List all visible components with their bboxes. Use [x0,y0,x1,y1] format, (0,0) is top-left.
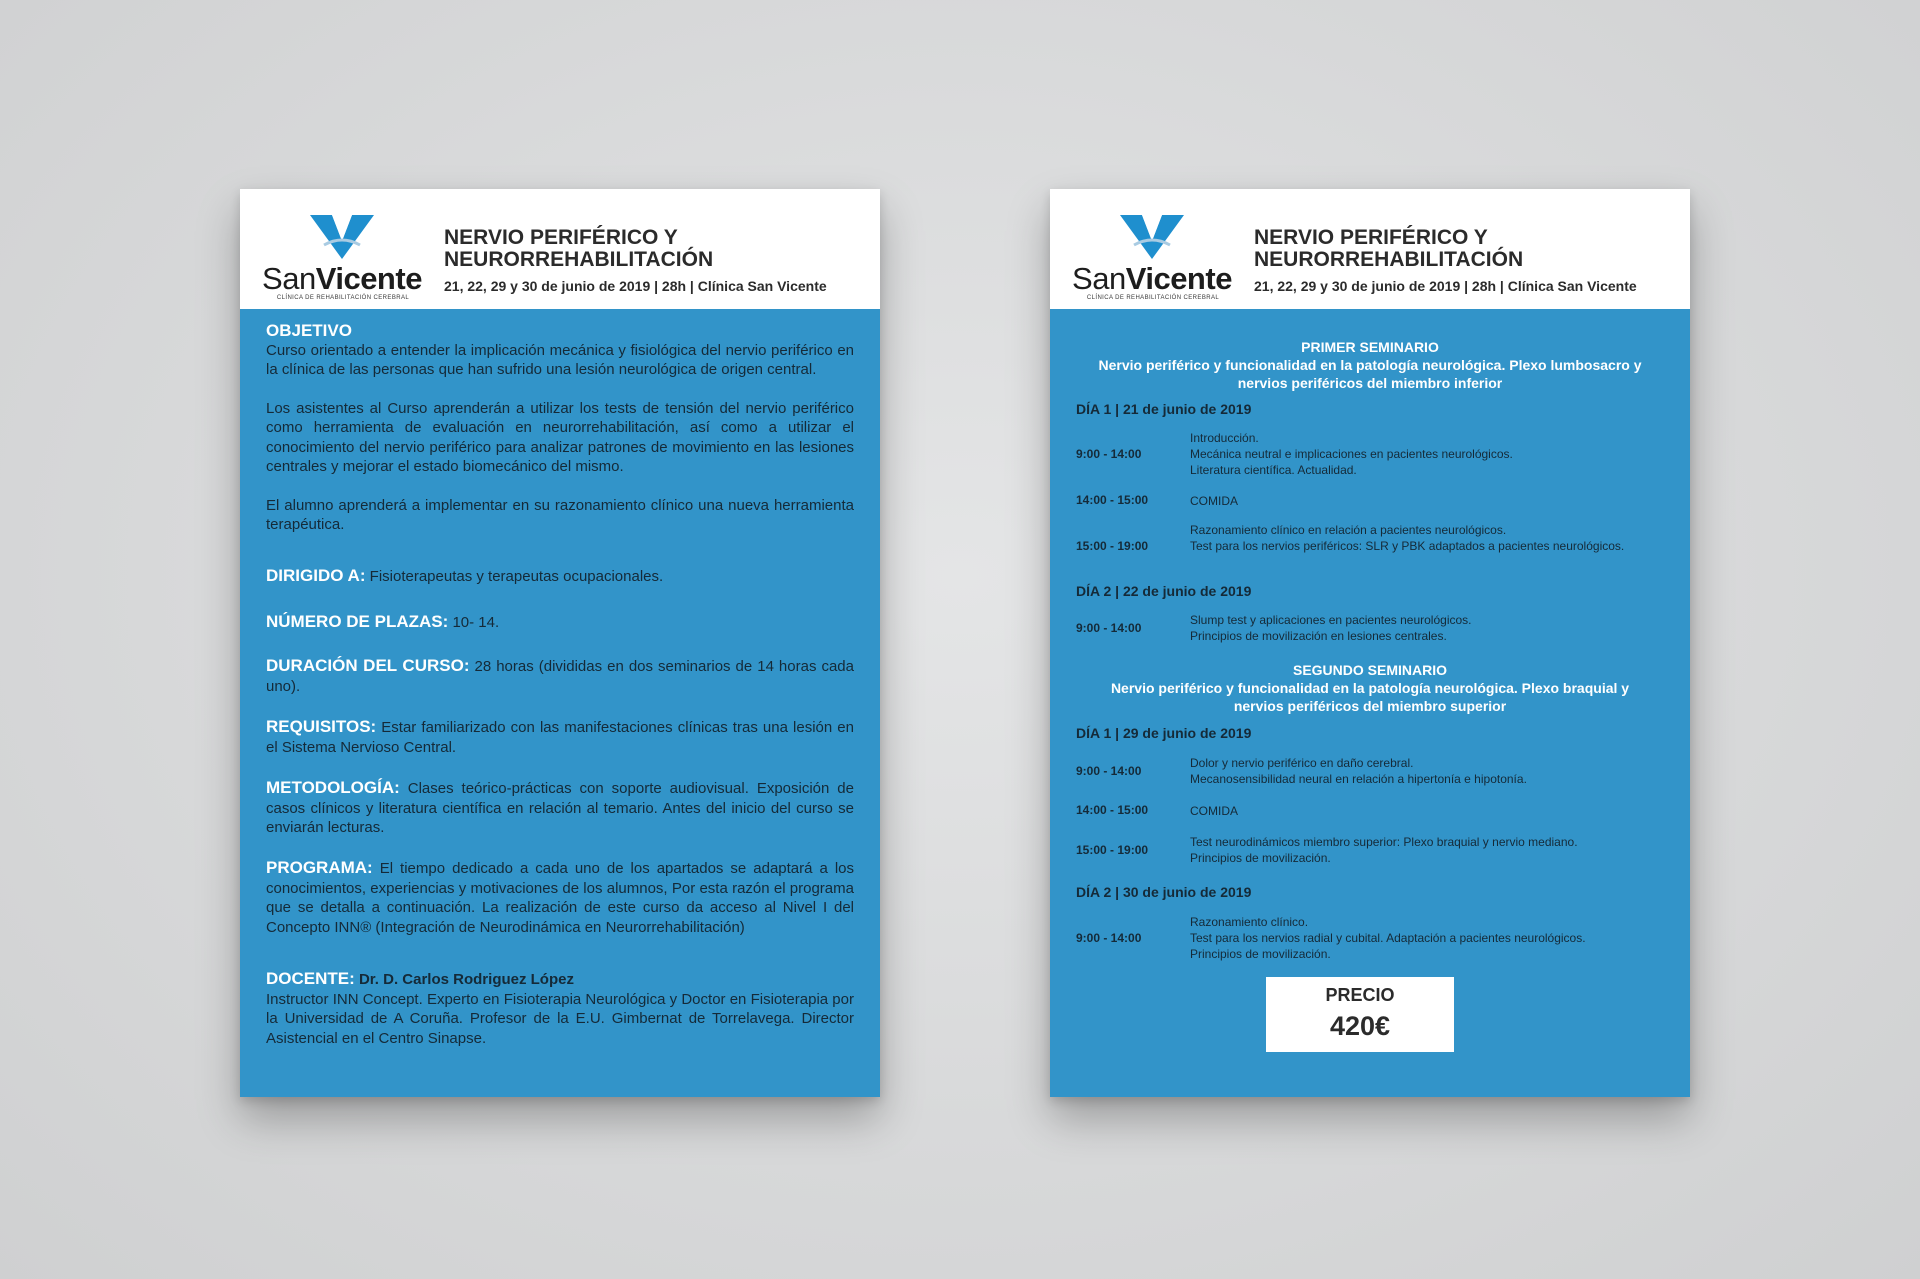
logo-tagline: CLÍNICA DE REHABILITACIÓN CEREBRAL [1086,295,1220,301]
session-time: 14:00 - 15:00 [1076,803,1149,817]
flyer-header [240,189,880,309]
objetivo-p2: Los asistentes al Curso aprenderán a utilizar los tests de tensión del nervio periférico como herramienta de evaluación en neurorrehabilitación, así como a utilizar el conocimiento del nervio periférico para analizar patrones de movimiento en las lesiones centrales y mejorar el estado biomecánico del mismo. [266,399,854,475]
metodologia-section [266,778,854,838]
duracion-section [266,656,854,696]
logo-tagline: CLÍNICA DE REHABILITACIÓN CEREBRAL [276,295,410,301]
metodologia-text: Clases teórico-prácticas con soporte audiovisual. Exposición de casos clínicos y literatura científica en relación al temario. Antes del inicio del curso se enviarán lecturas. [266,780,854,836]
session-description: Test neurodinámicos miembro superior: Plexo braquial y nervio mediano. Principios de movilización. [1190,835,1578,865]
logo-wordmark: SanVicente [1072,261,1232,296]
programa-text: El tiempo dedicado a cada uno de los apartados se adaptará a los conocimientos, experiencias y motivaciones de los alumnos, Por esta razón el programa que se detalla a continuación. La realización de este curso da acceso al Nivel I del Concepto INN® (Integración de Neurodinámica en Neurorrehabilitación) [266,860,854,936]
v-logo-icon [1120,215,1184,259]
price-value: 420€ [1329,1011,1391,1041]
seminar2-day2-label: DÍA 2 | 30 de junio de 2019 [1076,884,1252,900]
docente-text: Instructor INN Concept. Experto en Fisioterapia Neurológica y Doctor en Fisioterapia por la Universidad de A Coruña. Profesor de la E.U. Gimbernat de Torrelavega. Director Asistencial en el Centro Sinapse. [266,990,854,1047]
course-subtitle: 21, 22, 29 y 30 de junio de 2019 | 28h | Clínica San Vicente [444,278,827,294]
seminar1-day2-label: DÍA 2 | 22 de junio de 2019 [1076,583,1252,599]
requisitos-section [266,717,854,757]
session-time: 15:00 - 19:00 [1076,843,1149,857]
seminar2-heading: SEGUNDO SEMINARIO Nervio periférico y funcionalidad en la patología neurológica. Plexo braquial y nervios periféricos del miembro superior [1110,662,1630,714]
price-label: PRECIO [1325,985,1395,1005]
objetivo-label: OBJETIVO [266,321,352,340]
flyer-front [240,189,880,1097]
objetivo-section [266,321,854,535]
dirigido-text: Fisioterapeutas y terapeutas ocupacionales. [369,568,664,585]
objetivo-p1: Curso orientado a entender la implicación mecánica y fisiológica del nervio periférico en la clínica de las personas que han sufrido una lesión neurológica de origen central. [266,341,854,378]
objetivo-p3: El alumno aprenderá a implementar en su razonamiento clínico una nueva herramienta terapéutica. [266,496,854,533]
session-time: 15:00 - 19:00 [1076,539,1149,553]
flyer-header [1050,189,1690,309]
seminar2-day1-label: DÍA 1 | 29 de junio de 2019 [1076,725,1252,741]
session-time: 9:00 - 14:00 [1076,447,1142,461]
dirigido-label: DIRIGIDO A: [266,566,366,585]
session-time: 14:00 - 15:00 [1076,493,1149,507]
v-logo-icon [310,215,374,259]
flyer-back [1050,189,1690,1097]
san-vicente-logo [1072,215,1232,299]
session-description: Razonamiento clínico. Test para los nervios radial y cubital. Adaptación a pacientes neurológicos. Principios de movilización. [1190,915,1586,961]
duracion-text: 28 horas (divididas en dos seminarios de 14 horas cada uno). [266,658,854,695]
session-description: Razonamiento clínico en relación a pacientes neurológicos. Test para los nervios periféricos: SLR y PBK adaptados a pacientes neurológicos. [1190,523,1625,553]
price-box [1266,977,1454,1052]
docente-section [266,969,854,1048]
plazas-label: NÚMERO DE PLAZAS: [266,612,449,631]
session-description: Slump test y aplicaciones en pacientes neurológicos. Principios de movilización en lesiones centrales. [1190,613,1472,643]
plazas-section [266,612,854,633]
session-description: COMIDA [1190,804,1238,818]
seminar1-day1-label: DÍA 1 | 21 de junio de 2019 [1076,401,1252,417]
dirigido-section [266,566,854,587]
course-subtitle: 21, 22, 29 y 30 de junio de 2019 | 28h | Clínica San Vicente [1254,278,1637,294]
metodologia-label: METODOLOGÍA: [266,778,400,797]
session-time: 9:00 - 14:00 [1076,621,1142,635]
course-title: NERVIO PERIFÉRICO Y NEURORREHABILITACIÓN [444,226,714,271]
requisitos-label: REQUISITOS: [266,717,377,736]
session-time: 9:00 - 14:00 [1076,931,1142,945]
session-time: 9:00 - 14:00 [1076,764,1142,778]
session-description: Introducción. Mecánica neutral e implicaciones en pacientes neurológicos. Literatura científica. Actualidad. [1190,431,1513,477]
duracion-label: DURACIÓN DEL CURSO: [266,656,470,675]
plazas-text: 10- 14. [452,614,500,631]
session-description: COMIDA [1190,494,1238,508]
requisitos-text: Estar familiarizado con las manifestaciones clínicas tras una lesión en el Sistema Nervioso Central. [266,719,854,756]
logo-wordmark: SanVicente [262,261,422,296]
seminar1-heading: PRIMER SEMINARIO Nervio periférico y funcionalidad en la patología neurológica. Plexo lumbosacro y nervios periféricos del miembro inferior [1098,339,1642,391]
programa-label: PROGRAMA: [266,858,373,877]
programa-section [266,858,854,937]
course-title: NERVIO PERIFÉRICO Y NEURORREHABILITACIÓN [1254,226,1524,271]
session-description: Dolor y nervio periférico en daño cerebral. Mecanosensibilidad neural en relación a hipertonía e hipotonía. [1190,756,1527,786]
san-vicente-logo [262,215,422,299]
docente-name: Dr. D. Carlos Rodriguez López [358,971,574,988]
docente-label: DOCENTE: [266,969,355,988]
